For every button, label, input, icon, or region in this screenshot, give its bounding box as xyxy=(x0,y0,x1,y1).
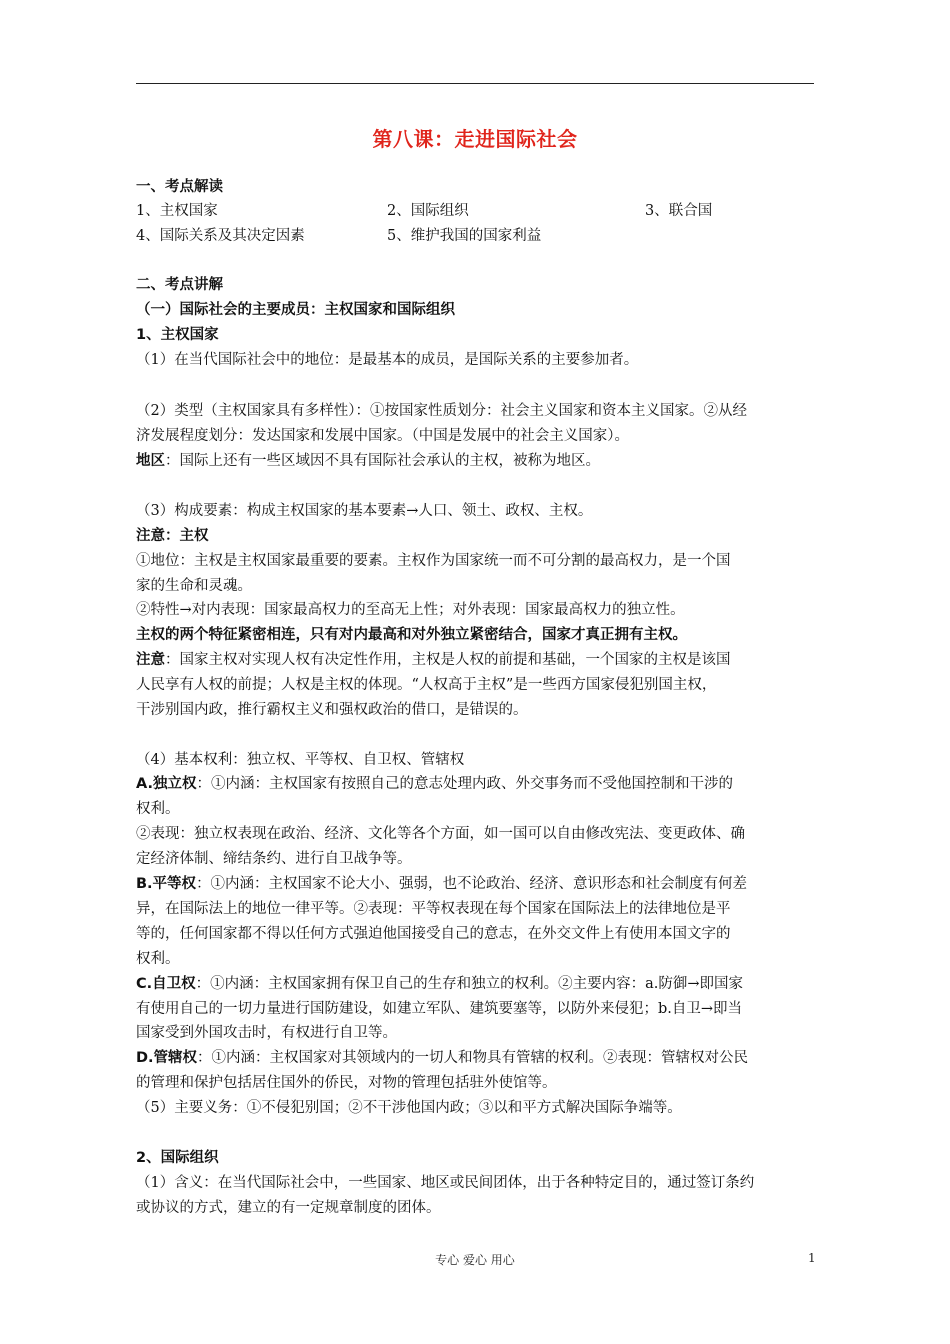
note-text: ：国家主权对实现人权有决定性作用，主权是人权的前提和基础，一个国家的主权是该国 xyxy=(165,652,731,668)
paragraph-line: 国家受到外国攻击时，有权进行自卫等。 xyxy=(136,1025,397,1041)
paragraph-line: ①地位：主权是主权国家最重要的要素。主权作为国家统一而不可分割的最高权力，是一个国 xyxy=(136,553,731,569)
list-item: 1、主权国家 xyxy=(136,203,218,219)
list-item: 3、联合国 xyxy=(645,203,713,219)
paragraph-line xyxy=(136,875,747,893)
page-footer: 专心 爱心 用心 xyxy=(435,1253,515,1267)
paragraph-line: 等的，任何国家都不得以任何方式强迫他国接受自己的意志，在外交文件上有使用本国文字的 xyxy=(136,926,731,942)
region-text: ：国际上还有一些区域因不具有国际社会承认的主权，被称为地区。 xyxy=(165,453,600,469)
right-text: ：①内涵：主权国家对其领域内的一切人和物具有管辖的权利。②表现：管辖权对公民 xyxy=(197,1050,749,1066)
paragraph-line: 的管理和保护包括居住国外的侨民，对物的管理包括驻外使馆等。 xyxy=(136,1075,557,1091)
paragraph-line: （1）含义：在当代国际社会中，一些国家、地区或民间团体，出于各种特定目的，通过签订条约 xyxy=(136,1175,755,1191)
section2-heading: 二、考点讲解 xyxy=(136,277,223,293)
note-heading: 注意：主权 xyxy=(136,528,209,544)
right-label-c: C.自卫权 xyxy=(136,976,196,992)
list-item: 5、维护我国的国家利益 xyxy=(387,228,542,244)
right-label-d: D.管辖权 xyxy=(136,1050,198,1066)
list-item: 2、国际组织 xyxy=(387,203,469,219)
paragraph-line: （1）在当代国际社会中的地位：是最基本的成员，是国际关系的主要参加者。 xyxy=(136,352,639,368)
paragraph-line: （2）类型（主权国家具有多样性）：①按国家性质划分：社会主义国家和资本主义国家。②从经 xyxy=(136,403,747,419)
paragraph-line xyxy=(136,452,600,470)
paragraph-line xyxy=(136,651,731,669)
paragraph-line: 权利。 xyxy=(136,951,180,967)
page-title: 第八课：走进国际社会 xyxy=(372,127,578,151)
paragraph-line: （5）主要义务：①不侵犯别国；②不干涉他国内政；③以和平方式解决国际争端等。 xyxy=(136,1100,682,1116)
right-text: ：①内涵：主权国家有按照自己的意志处理内政、外交事务而不受他国控制和干涉的 xyxy=(196,776,733,792)
paragraph-line: （3）构成要素：构成主权国家的基本要素→人口、领土、政权、主权。 xyxy=(136,503,593,519)
right-text: ：①内涵：主权国家拥有保卫自己的生存和独立的权利。②主要内容：a.防御→即国家 xyxy=(195,976,744,992)
paragraph-line: 济发展程度划分：发达国家和发展中国家。（中国是发展中的社会主义国家）。 xyxy=(136,428,629,444)
subsection-heading: （一）国际社会的主要成员：主权国家和国际组织 xyxy=(136,302,455,318)
list-item: 4、国际关系及其决定因素 xyxy=(136,228,305,244)
topic-heading: 1、主权国家 xyxy=(136,327,219,343)
right-label-a: A.独立权 xyxy=(136,776,197,792)
paragraph-line: （4）基本权利：独立权、平等权、自卫权、管辖权 xyxy=(136,752,465,768)
region-label: 地区 xyxy=(136,453,165,469)
paragraph-line: 或协议的方式，建立的有一定规章制度的团体。 xyxy=(136,1200,441,1216)
paragraph-line xyxy=(136,1049,748,1067)
paragraph-line xyxy=(136,775,733,793)
header-rule xyxy=(136,83,814,84)
note-label: 注意 xyxy=(136,652,165,668)
paragraph-line: 定经济体制、缔结条约、进行自卫战争等。 xyxy=(136,851,412,867)
topic-heading: 2、国际组织 xyxy=(136,1150,219,1166)
paragraph-line: 人民享有人权的前提；人权是主权的体现。“人权高于主权”是一些西方国家侵犯别国主权， xyxy=(136,677,717,693)
page-number: 1 xyxy=(808,1251,816,1265)
paragraph-line xyxy=(136,975,743,993)
paragraph-line: ②特性→对内表现：国家最高权力的至高无上性；对外表现：国家最高权力的独立性。 xyxy=(136,602,685,618)
paragraph-line: 干涉别国内政，推行霸权主义和强权政治的借口，是错误的。 xyxy=(136,702,528,718)
right-label-b: B.平等权 xyxy=(136,876,197,892)
paragraph-line: 有使用自己的一切力量进行国防建设，如建立军队、建筑要塞等，以防外来侵犯；b.自卫→即当 xyxy=(136,1001,743,1017)
paragraph-line: 家的生命和灵魂。 xyxy=(136,578,252,594)
paragraph-line: 异，在国际法上的地位一律平等。②表现：平等权表现在每个国家在国际法上的法律地位是平 xyxy=(136,901,731,917)
paragraph-line: 权利。 xyxy=(136,801,180,817)
paragraph-line: ②表现：独立权表现在政治、经济、文化等各个方面，如一国可以自由修改宪法、变更政体、确 xyxy=(136,826,745,842)
right-text: ：①内涵：主权国家不论大小、强弱，也不论政治、经济、意识形态和社会制度有何差 xyxy=(196,876,748,892)
emphasis-line: 主权的两个特征紧密相连，只有对内最高和对外独立紧密结合，国家才真正拥有主权。 xyxy=(136,627,687,643)
section1-heading: 一、考点解读 xyxy=(136,179,223,195)
